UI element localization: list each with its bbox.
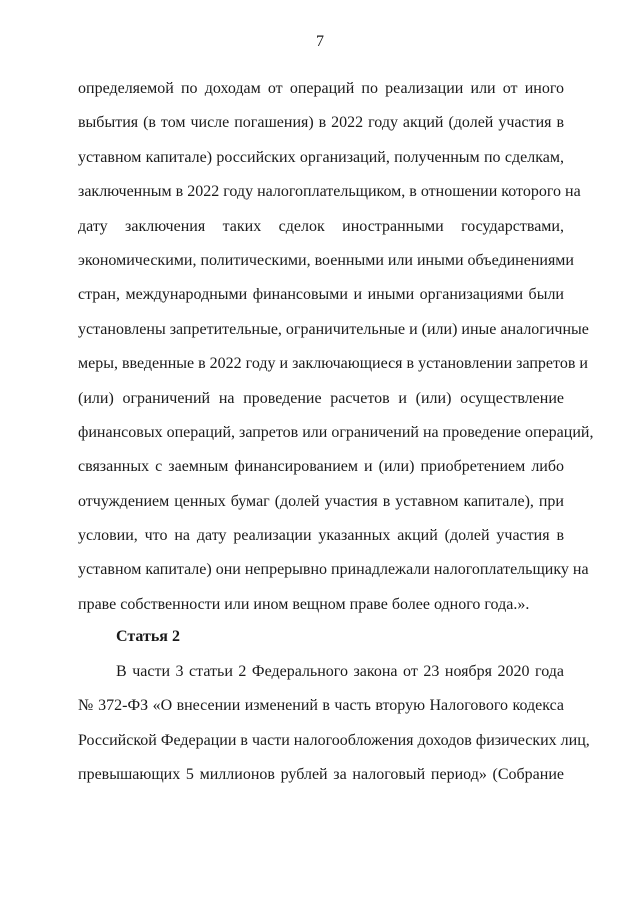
paragraph-1 (78, 72, 594, 622)
text-line: (или) ограничений на проведение расчетов и (или) осуществление (78, 389, 564, 407)
text-line: уставном капитале) российских организаций, полученным по сделкам, (78, 148, 564, 166)
text-line: меры, введенные в 2022 году и заключающиеся в установлении запретов и (78, 355, 588, 373)
article-heading: Статья 2 (116, 628, 180, 645)
text-line: превышающих 5 миллионов рублей за налоговый период» (Собрание (78, 766, 564, 784)
text-line: заключенным в 2022 году налогоплательщиком, в отношении которого на (78, 183, 581, 201)
text-line: отчуждением ценных бумаг (долей участия в уставном капитале), при (78, 492, 564, 510)
text-line: финансовых операций, запретов или ограничений на проведение операций, (78, 423, 594, 441)
text-line: уставном капитале) они непрерывно принадлежали налогоплательщику на (78, 561, 589, 579)
text-line: стран, международными финансовыми и иными организациями были (78, 286, 564, 304)
text-line: экономическими, политическими, военными или иными объединениями (78, 251, 574, 269)
text-line: Российской Федерации в части налогообложения доходов физических лиц, (78, 731, 590, 749)
text-line: связанных с заемным финансированием и (или) приобретением либо (78, 458, 564, 476)
text-line: выбытия (в том числе погашения) в 2022 году акций (долей участия в (78, 114, 564, 132)
text-line: дату заключения таких сделок иностранными государствами, (78, 217, 564, 235)
paragraph-2 (78, 655, 590, 793)
text-line: праве собственности или ином вещном праве более одного года.». (78, 595, 530, 613)
text-line: В части 3 статьи 2 Федерального закона от 23 ноября 2020 года (116, 663, 564, 680)
page-number: 7 (316, 33, 324, 50)
text-line: определяемой по доходам от операций по реализации или от иного (78, 80, 564, 97)
text-line: условии, что на дату реализации указанных акций (долей участия в (78, 527, 564, 545)
text-line: № 372-ФЗ «О внесении изменений в часть вторую Налогового кодекса (78, 697, 564, 715)
text-line: установлены запретительные, ограничительные и (или) иные аналогичные (78, 320, 589, 338)
